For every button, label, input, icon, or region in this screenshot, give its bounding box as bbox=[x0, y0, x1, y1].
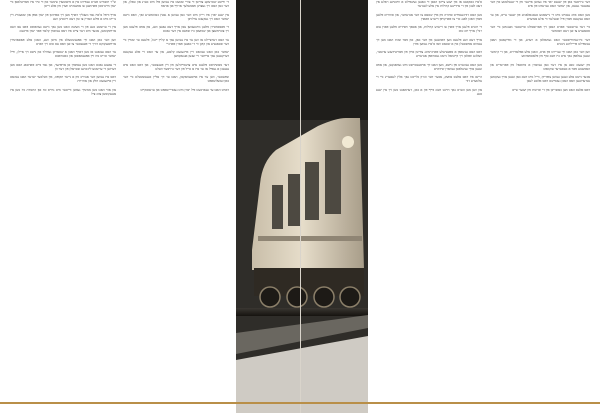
paragraph: דארט האט ער געארבעט פיל יארן מיט געטריישאפט און ערנסטקייט bbox=[140, 87, 229, 92]
paragraph: ער האט געזאגט אז מען דארף האבן א שטארקן געדולד און נישט זיך איילן, ווייל יעדער טריט מוז זיין אפגעמאסטן און באטראכט bbox=[10, 50, 116, 59]
paragraph: און ווען מען הערט נאך היינט דעם פייף פון א באן, דערמאנט מען זיך אין יענע טעג bbox=[376, 87, 482, 96]
paragraph: שפעטער, ווען ער איז אויסגעוואקסן, האט ער זיך אליין אנגעשטעלט ביי דער באן-געזעלשאפט bbox=[123, 75, 229, 84]
paragraph: יעדער באן האט געהאט זיין אייגענעם קלאנג, און ער האט זיי אלע געקענט דערקענען נאך איידער זיי זענען אנגעקומען bbox=[123, 50, 229, 59]
column-right-inner bbox=[490, 0, 590, 396]
paragraph: אויף וויפל ס'איז נאר מעגליך דארף מען זיך אפהיטן פון יעדן אופן און שטענדיג זיין גרייט מיט א פולע הארץ צו טון דעם ריכטיגן וועג bbox=[10, 12, 116, 21]
paragraph: די רבנים פלעגן אויך פארן צו זייערע קהילות, און אסאך חסידים פלעגן פארן צום רבי'ן אויף יום טוב bbox=[376, 25, 482, 34]
column-left-inner bbox=[10, 0, 116, 396]
paragraph: די גאנצע נאכט האט מען געפארן אן אויפהער, און נאר ביים פארטאג האט מען דערזען די ערשטע ליכטיגע שטראלן פון דער זון bbox=[10, 62, 116, 71]
paragraph: דער בירגערמייסטער האט געהאלטן א רעדע, און די מוזיקאנטן האבן געשפילט פרייליכע ניגונים bbox=[490, 37, 590, 46]
column-right-center bbox=[376, 0, 482, 396]
paragraph: דאס איז געווען דער אנהייב פון א נייער תקופה, אין וועלכער יעדער האט געהאט זיין אייגענעם חלק און אחריות bbox=[10, 75, 116, 84]
paragraph: אין די ערשטע טעג פון די מעשה האט מען נאך נישט געוואוסט וואס עס וועט ארויסקומען, אבער מיט דער צייט איז דאס געווארן קלאר פאר יעדן איינעם bbox=[10, 25, 116, 34]
train-photo bbox=[236, 0, 368, 413]
paragraph: אויף דעם וועג פלעגט מען דאווענען אין דער באן, און פאר שבת האט מען זיך געמוזט אפשטעלן אין א שטאט וואו ס'איז געווען אידן bbox=[376, 37, 482, 46]
paragraph: ער האט דערציילט אז ווען ער איז געווען נאך א קליין יינגל, פלעגט ער שטיין ביי דער סטאנציע און קוקן ווי די באנען פארן פארביי bbox=[123, 37, 229, 46]
paragraph: אין יענע יארן איז רייזן מיט דער באן געווען א גאנץ באזונדערע זאך, וואס נישט יעדער האט זיך געקענט ערלויבן bbox=[123, 12, 229, 21]
paragraph: און אזוי האט מען ממשיך געווען ווייטער מיט גרויס כח און התמדה ביז מען איז אנגעקומען צום ציל bbox=[10, 87, 116, 96]
page-fold-line bbox=[300, 0, 301, 413]
paragraph: דאס אלעס האט מען באשריבן אין די זכרונות פון יענער צייט bbox=[512, 87, 590, 92]
column-left-center bbox=[123, 0, 229, 396]
paragraph: ס'איז באקאנט אז אין יענע צייטן האבן די באנען געשפילט א וויכטיגע ראלע אין דעם לעבן פון די אידישע קהילות אין אלע לענדער bbox=[376, 0, 482, 9]
paragraph: ש"ר תשמיש ווערט געפירט אין א פינסטערן צימער און די טיר איז פארשלאסן ביי יעדן מיינדסטן פארמעגן צו אפגעהיט ווערן פון אלע זייטן bbox=[10, 0, 116, 9]
paragraph: דער גרויסער באן פון יענעם יאר איז געווען איינער פון די שנעלסטע אין דער גאנצער געגנט, און יעדער האט גערעדט פון אים bbox=[490, 0, 590, 9]
paragraph: אבער נישט אלע זענען געווען צופרידן, ווייל מיט דעם באן זענען אויך געקומען ענדערונגען וואס האבן געטוישט דאס אלטע לעבן bbox=[490, 75, 590, 84]
paragraph: די ווייטע שטרעקע צווישן די צוויי שטעט איז געווען פול מיט בערג און טאלן, און דער באן האט זיך געצויגן פאמעלעך ארויף און אראפ bbox=[123, 0, 229, 9]
paragraph: היינט איז דאס אלעס אוועק, אבער דער זכרון בלייבט נאך אלץ לעבעדיג ביי די עלטערע דור bbox=[376, 75, 482, 84]
paragraph: דער מאשיניסט פלעגט אים צושמייכלען פון זיין פענצטער, און דאס האט אים געגעבן א געפיל אז ער איז א טייל פון דער גרויסער וועלט bbox=[123, 62, 229, 71]
paragraph: פון יענעם טאג אן איז דער באן געווארן א סימבאל פון פארשריט און האפענונג פאר א בעסערער צוקונפט bbox=[490, 62, 590, 71]
paragraph: מען האט דורכגעפירט סחורה פון איין שטאט צו דער אנדערער, און סוחרים פלעגן פארן וואכן לאנג כדי צו פארקויפן זייערע וואארן bbox=[376, 12, 482, 21]
paragraph: די פאסאזשירן פלעגן מיטנעמען עסן אויף דעם גאנצן וועג, און אפט פלעגט מען זיך צונויפזעצן און שמועסן ביז שפעט אין דער נאכט bbox=[123, 25, 229, 34]
paragraph: ביי דער ערשטער פארט האבן זיך פארזאמלט טויזנטער מענטשן ביי דער סטאנציע צו זען דעם וואונדער bbox=[490, 25, 590, 34]
paragraph: מען האט אים געבויט מיט די נייעסטע טעכנאלאגיע פון יענער צייט, און ער האט געקענט פארן פיל שנעלער ווי אלע אנדערע bbox=[490, 12, 590, 21]
paragraph: דאס האט געשאפן א ספעציעלע פארבינדונג צווישן אידן פון פארשידענע ערטער, וועלכע וואלטן זיך קיינמאל נישט געטראפן אנדערש bbox=[376, 50, 482, 59]
paragraph: מען האט געהערט פון נייעס, מען האט זיך אויסגעטוישט מיט געדאנקען, און אפט זענען אויך געשלאסן געווארן שידוכים bbox=[376, 62, 482, 71]
vintage-locomotive-image bbox=[236, 0, 368, 413]
bottom-accent-rule bbox=[0, 402, 600, 404]
paragraph: ווען דער באן האט זיך אפגעשטעלט אין מיטן וועג, האבן אלע פאסאזשירן ארויסגעקוקט דורך די פענצטער צו זען וואס עס טוט זיך דארט bbox=[10, 37, 116, 46]
paragraph: ווען דער באן האט זיך גערירט פון ארט, האבן אלע אפלאדירט, און די קינדער זענען געלאפן נאך אים ביז דעם סוף פון פלאטפארמע bbox=[490, 50, 590, 59]
